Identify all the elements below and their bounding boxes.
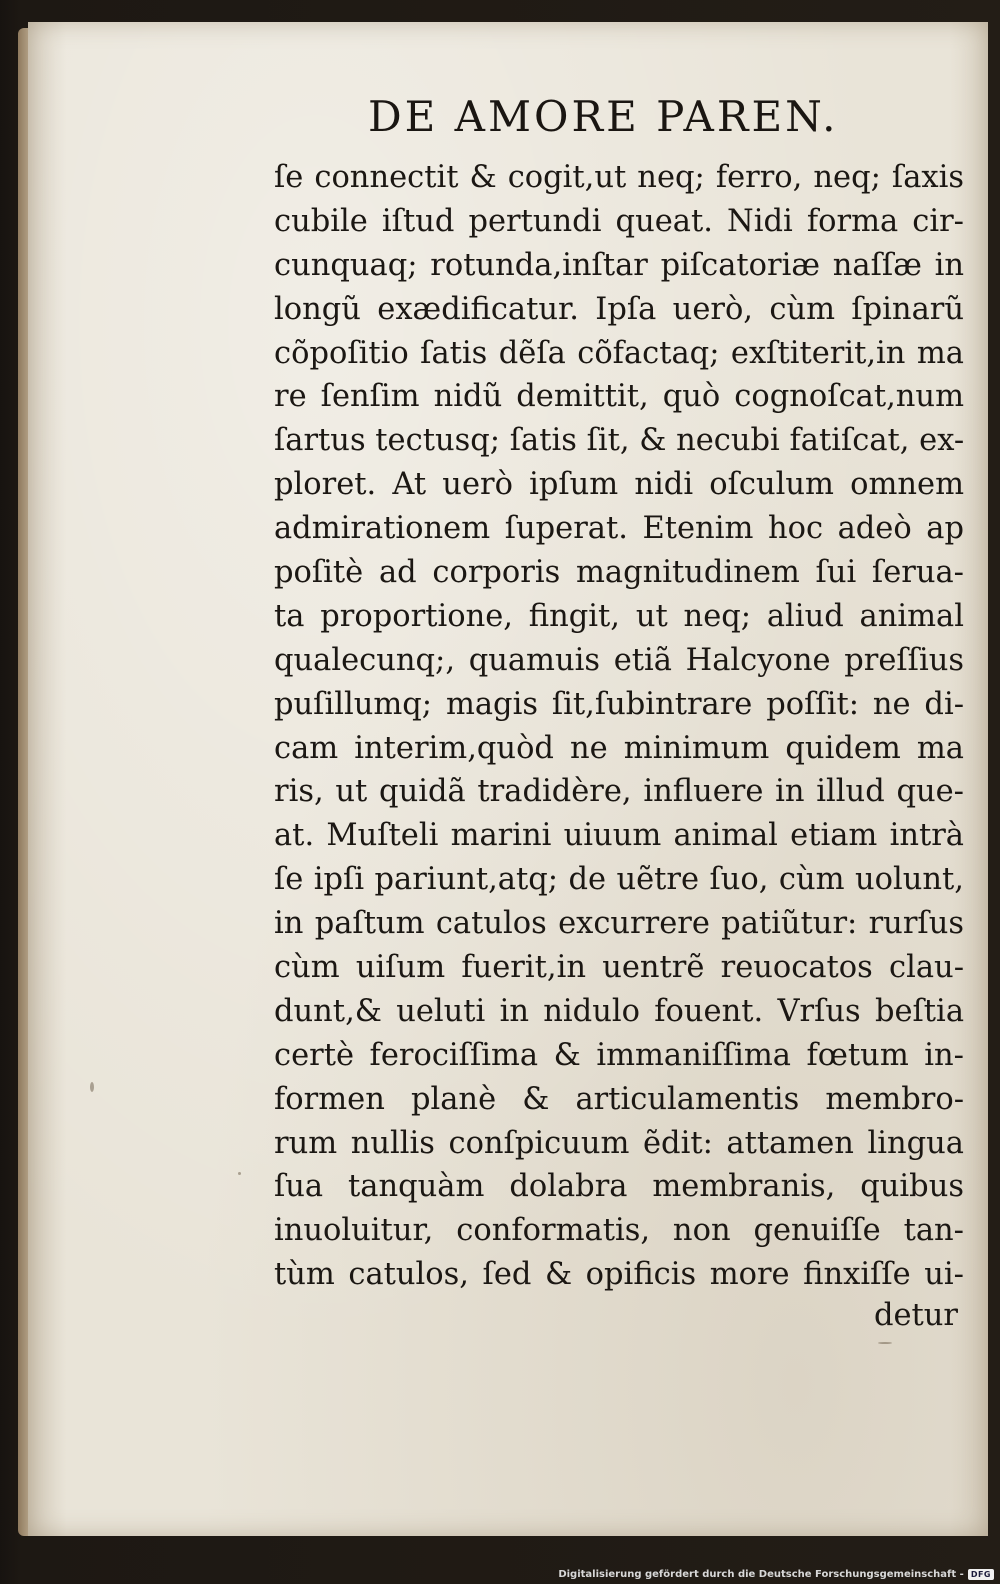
dfg-logo: DFG xyxy=(968,1569,994,1580)
text-line: ta proportione, fingit, ut neq; aliud animal xyxy=(274,598,964,634)
running-head: DE AMORE PAREN. xyxy=(368,92,839,141)
text-line: certè ferociſſima & immaniſſima fœtum in- xyxy=(274,1037,964,1073)
text-line: rum nullis conſpicuum ẽdit: attamen lingua xyxy=(274,1125,964,1161)
digitization-credit xyxy=(558,1569,994,1580)
text-line: qualecunq;, quamuis etiã Halcyone preſſius xyxy=(274,642,964,678)
paper-speck xyxy=(90,1082,94,1092)
text-line: ploret. At uerò ipſum nidi oſculum omnem xyxy=(274,467,964,503)
text-line: ſe ipſi pariunt,atq; de uẽtre ſuo, cùm uolunt, xyxy=(274,862,964,898)
text-line: dunt,& ueluti in nidulo fouent. Vrſus beſtia xyxy=(274,993,964,1029)
text-line: tùm catulos, ſed & opificis more finxiſſe ui- xyxy=(274,1257,964,1293)
catchword: detur xyxy=(873,1298,958,1333)
text-line: re ſenſim nidũ demittit, quò cognoſcat,num xyxy=(274,379,964,415)
text-line: cam interim,quòd ne minimum quidem ma xyxy=(274,730,964,766)
paper-speck xyxy=(238,1172,241,1175)
text-line: ſartus tectusq; ſatis ſit, & necubi fatiſcat, ex- xyxy=(274,423,964,459)
text-line: in paſtum catulos excurrere patiũtur: rurſus xyxy=(274,906,964,942)
text-line: inuoluitur, conformatis, non genuiſſe tan- xyxy=(274,1213,964,1249)
text-line: ſe connectit & cogit,ut neq; ferro, neq; ſaxis xyxy=(274,160,964,195)
text-line: ris, ut quidã tradidère, influere in illud que- xyxy=(274,774,964,810)
body-text xyxy=(274,156,964,1297)
text-line: cõpoſitio ſatis dẽſa cõfactaq; exſtiterit,in ma xyxy=(274,335,964,371)
text-line: formen planè & articulamentis membro- xyxy=(274,1081,964,1117)
text-line: longũ exædificatur. Ipſa uerò, cùm ſpinarũ xyxy=(274,291,964,327)
credit-text: Digitalisierung gefördert durch die Deutsche Forschungsgemeinschaft - xyxy=(558,1569,964,1580)
paper-speck xyxy=(878,1342,892,1344)
text-line: poſitè ad corporis magnitudinem ſui ſerua- xyxy=(274,555,964,591)
text-line: cubile iſtud pertundi queat. Nidi forma cir- xyxy=(274,203,964,239)
book-page xyxy=(28,22,988,1536)
text-line: puſillumq; magis ſit,ſubintrare poſſit: ne di- xyxy=(274,686,964,722)
text-line: at. Muſteli marini uiuum animal etiam intrà xyxy=(274,818,964,854)
text-line: cùm uiſum fuerit,in uentrẽ reuocatos clau- xyxy=(274,950,964,986)
text-line: admirationem ſuperat. Etenim hoc adeò ap xyxy=(274,511,964,547)
text-line: cunquaq; rotunda,inſtar piſcatoriæ naſſæ in xyxy=(274,247,964,283)
text-line: ſua tanquàm dolabra membranis, quibus xyxy=(274,1169,964,1205)
